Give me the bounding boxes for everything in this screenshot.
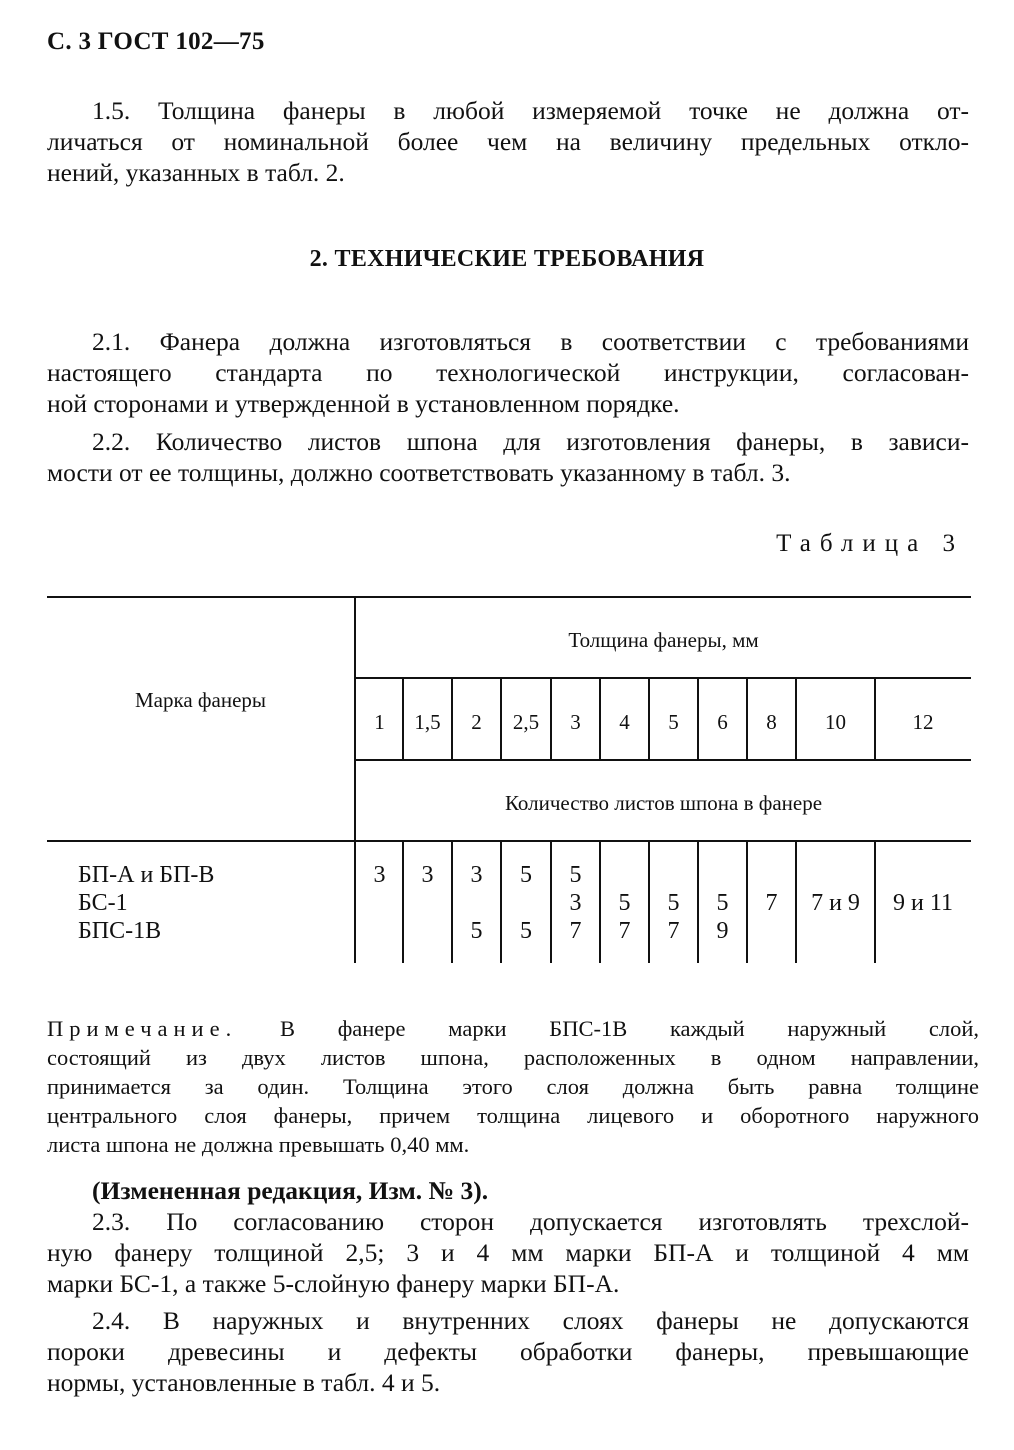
- text-line: настоящего стандарта по технологической инструкции, согласован-: [47, 358, 969, 387]
- sheet-count-value: 3: [470, 862, 483, 888]
- text-line: 2.1. Фанера должна изготовляться в соответствии с требованиями: [92, 327, 969, 356]
- note-label: Примечание.: [47, 1016, 238, 1041]
- sheet-count-value: 5: [520, 862, 532, 888]
- thickness-value: 5: [668, 710, 679, 734]
- thickness-value: 12: [912, 710, 934, 734]
- thickness-value: 2,5: [512, 710, 540, 734]
- text-line: принимается за один. Толщина этого слоя должна быть равна толщине: [47, 1074, 979, 1099]
- sheet-count-value: 7: [667, 918, 680, 944]
- sheet-count-value: 3: [421, 862, 434, 888]
- text-line: (Измененная редакция, Изм. № 3).: [92, 1176, 489, 1205]
- text-line: мости от ее толщины, должно соответствовать указанному в табл. 3.: [47, 458, 791, 487]
- thickness-value: 1,5: [414, 710, 441, 734]
- header-sheet-count: Количество листов шпона в фанере: [504, 791, 823, 815]
- text-line: листа шпона не должна превышать 0,40 мм.: [47, 1132, 470, 1157]
- page-header: С. 3 ГОСТ 102—75: [47, 28, 265, 55]
- brand-name: БС-1: [78, 890, 128, 916]
- text-line: пороки древесины и дефекты обработки фанеры, превышающие: [47, 1337, 969, 1366]
- paragraph-2-1: [47, 326, 969, 419]
- thickness-value: 10: [825, 710, 846, 734]
- sheet-count-value: 5: [569, 862, 582, 888]
- text-line: 2.3. По согласованию сторон допускается изготовлять трехслой-: [92, 1207, 969, 1236]
- thickness-value: 6: [717, 710, 728, 734]
- sheet-count-value: 7: [618, 918, 631, 944]
- brand-name: БП-А и БП-В: [78, 862, 215, 888]
- header-brand: Марка фанеры: [134, 688, 267, 712]
- amendment-note: [47, 1175, 969, 1206]
- table-header-rule: [47, 840, 971, 842]
- sheet-count-value: 5: [618, 890, 631, 916]
- sheet-count-value: 5: [716, 890, 729, 916]
- paragraph-2-2: [47, 426, 969, 488]
- section-title: 2. ТЕХНИЧЕСКИЕ ТРЕБОВАНИЯ: [309, 246, 705, 272]
- column-separator: [402, 841, 404, 963]
- thickness-value: 1: [374, 710, 385, 734]
- text-line: состоящий из двух листов шпона, расположенных в одном направлении,: [47, 1045, 979, 1070]
- text-line: нормы, установленные в табл. 4 и 5.: [47, 1368, 441, 1397]
- brand-list: [78, 861, 214, 945]
- sheet-count-value: 5: [470, 918, 483, 944]
- sheet-count-value: 7: [765, 890, 778, 916]
- text-line: В фанере марки БПС-1В каждый наружный слой,: [237, 1016, 979, 1041]
- thickness-value: 4: [619, 710, 630, 734]
- text-line: центрального слоя фанеры, причем толщина лицевого и оборотного наружного: [47, 1103, 979, 1128]
- thickness-value: 2: [471, 710, 482, 734]
- sheet-count-value: 7: [569, 918, 582, 944]
- text-line: ную фанеру толщиной 2,5; 3 и 4 мм марки БП-А и толщиной 4 мм: [47, 1238, 969, 1267]
- paragraph-1-5: [47, 95, 969, 188]
- text-line: 1.5. Толщина фанеры в любой измеряемой точке не должна от-: [92, 96, 969, 125]
- sheet-count-value: 3: [569, 890, 582, 916]
- thickness-value: 3: [570, 710, 581, 734]
- paragraph-2-3: [47, 1206, 969, 1299]
- table-note: [47, 1014, 979, 1159]
- brand-name: БПС-1В: [78, 918, 162, 944]
- sheet-count-value: 3: [373, 862, 386, 888]
- paragraph-2-4: [47, 1305, 969, 1398]
- table-rule: [355, 677, 971, 679]
- text-line: нений, указанных в табл. 2.: [47, 158, 345, 187]
- text-line: 2.2. Количество листов шпона для изготовления фанеры, в зависи-: [92, 427, 969, 456]
- text-line: марки БС-1, а также 5-слойную фанеру марки БП-А.: [47, 1269, 620, 1298]
- sheet-count-value: 5: [520, 918, 532, 944]
- text-line: личаться от номинальной более чем на величину предельных откло-: [47, 127, 969, 156]
- table-top-rule: [47, 596, 971, 598]
- text-line: ной сторонами и утвержденной в установленном порядке.: [47, 389, 680, 418]
- table-rule: [355, 759, 971, 761]
- thickness-value: 8: [766, 710, 777, 734]
- sheet-count-value: 9 и 11: [893, 890, 953, 916]
- table-caption: Таблица 3: [776, 530, 964, 557]
- header-thickness: Толщина фанеры, мм: [568, 628, 759, 652]
- text-line: 2.4. В наружных и внутренних слоях фанеры не допускаются: [92, 1306, 969, 1335]
- sheet-count-value: 5: [667, 890, 680, 916]
- sheet-count-value: 7 и 9: [811, 890, 860, 916]
- sheet-count-value: 9: [716, 918, 729, 944]
